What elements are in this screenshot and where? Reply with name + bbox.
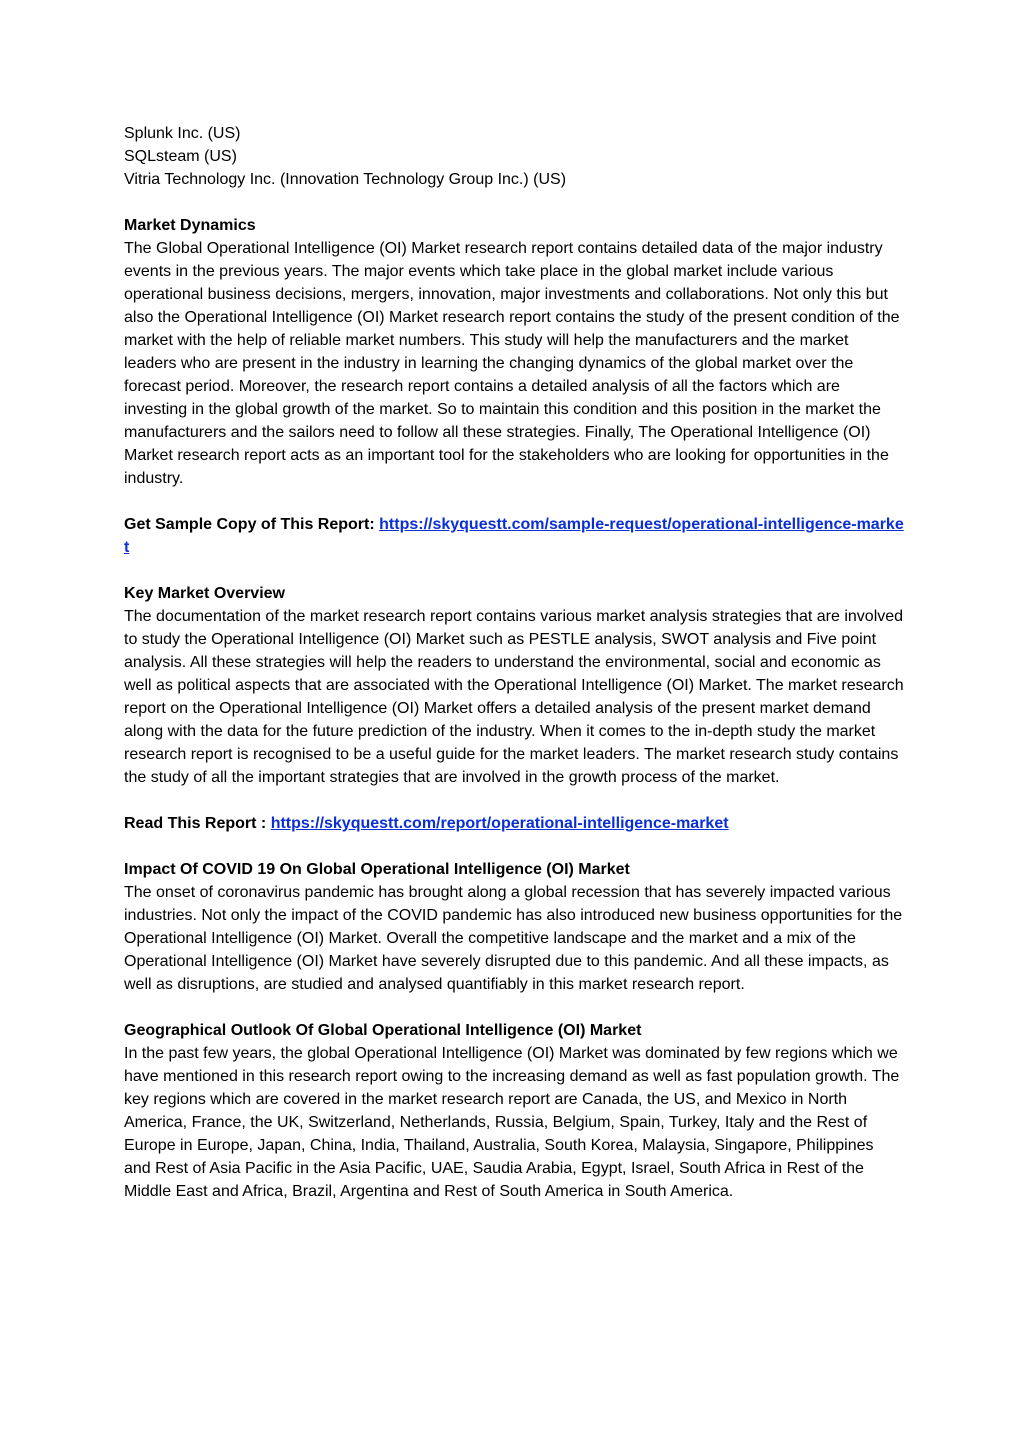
paragraph-spacer: [124, 490, 904, 513]
company-list-item: Vitria Technology Inc. (Innovation Technology Group Inc.) (US): [124, 171, 567, 188]
key-market-overview-body: The documentation of the market research report contains various market analysis strategies that are involved to study the Operational Intelligence (OI) Market such as PESTLE analysis, SWOT analysis and Five point analysis. All these strategies will help the readers to understand the environmental, social and economic as well as political aspects that are associated with the Operational Intelligence (OI) Market. The market research report on the Operational Intelligence (OI) Market offers a detailed analysis of the present market demand along with the data for the future prediction of the industry. When it comes to the in-depth study the market research report is recognised to be a useful guide for the market leaders. The market research study contains the study of all the important strategies that are involved in the growth process of the market.: [124, 608, 904, 786]
read-report-label: Read This Report :: [124, 815, 271, 832]
paragraph-spacer: [124, 789, 904, 812]
covid-impact-heading: Impact Of COVID 19 On Global Operational Intelligence (OI) Market: [124, 861, 630, 878]
sample-request-link[interactable]: https://skyquestt.com/sample-request/operational-intelligence-market: [124, 516, 904, 556]
key-market-overview-heading: Key Market Overview: [124, 585, 285, 602]
paragraph-spacer: [124, 559, 904, 582]
read-report-line: [124, 812, 904, 835]
paragraph-spacer: [124, 191, 904, 214]
read-report-link[interactable]: https://skyquestt.com/report/operational-intelligence-market: [270, 815, 729, 832]
document-page: [124, 122, 904, 1203]
paragraph-spacer: [124, 835, 904, 858]
paragraph-spacer: [124, 996, 904, 1019]
geographical-outlook-heading: Geographical Outlook Of Global Operational Intelligence (OI) Market: [124, 1022, 642, 1039]
market-dynamics-heading: Market Dynamics: [124, 217, 256, 234]
company-list-item: Splunk Inc. (US): [124, 125, 241, 142]
market-dynamics-body: The Global Operational Intelligence (OI) Market research report contains detailed data of the major industry events in the previous years. The major events which take place in the global market include various operational business decisions, mergers, innovation, major investments and collaborations. Not only this but also the Operational Intelligence (OI) Market research report contains the study of the present condition of the market with the help of reliable market numbers. This study will help the manufacturers and the market leaders who are present in the industry in learning the changing dynamics of the global market over the forecast period. Moreover, the research report contains a detailed analysis of all the factors which are investing in the global growth of the market. So to maintain this condition and this position in the market the manufacturers and the sailors need to follow all these strategies. Finally, The Operational Intelligence (OI) Market research report acts as an important tool for the stakeholders who are looking for opportunities in the industry.: [124, 240, 900, 487]
company-list-item: SQLsteam (US): [124, 148, 237, 165]
geographical-outlook-body: In the past few years, the global Operational Intelligence (OI) Market was dominated by few regions which we have mentioned in this research report owing to the increasing demand as well as fast population growth. The key regions which are covered in the market research report are Canada, the US, and Mexico in North America, France, the UK, Switzerland, Netherlands, Russia, Belgium, Spain, Turkey, Italy and the Rest of Europe in Europe, Japan, China, India, Thailand, Australia, South Korea, Malaysia, Singapore, Philippines and Rest of Asia Pacific in the Asia Pacific, UAE, Saudia Arabia, Egypt, Israel, South Africa in Rest of the Middle East and Africa, Brazil, Argentina and Rest of South America in South America.: [124, 1045, 900, 1200]
covid-impact-body: The onset of coronavirus pandemic has brought along a global recession that has severely impacted various industries. Not only the impact of the COVID pandemic has also introduced new business opportunities for the Operational Intelligence (OI) Market. Overall the competitive landscape and the market and a mix of the Operational Intelligence (OI) Market have severely disrupted due to this pandemic. And all these impacts, as well as disruptions, are studied and analysed quantifiably in this market research report.: [124, 884, 903, 993]
sample-copy-line: [124, 513, 904, 559]
sample-copy-label: Get Sample Copy of This Report:: [124, 516, 380, 533]
